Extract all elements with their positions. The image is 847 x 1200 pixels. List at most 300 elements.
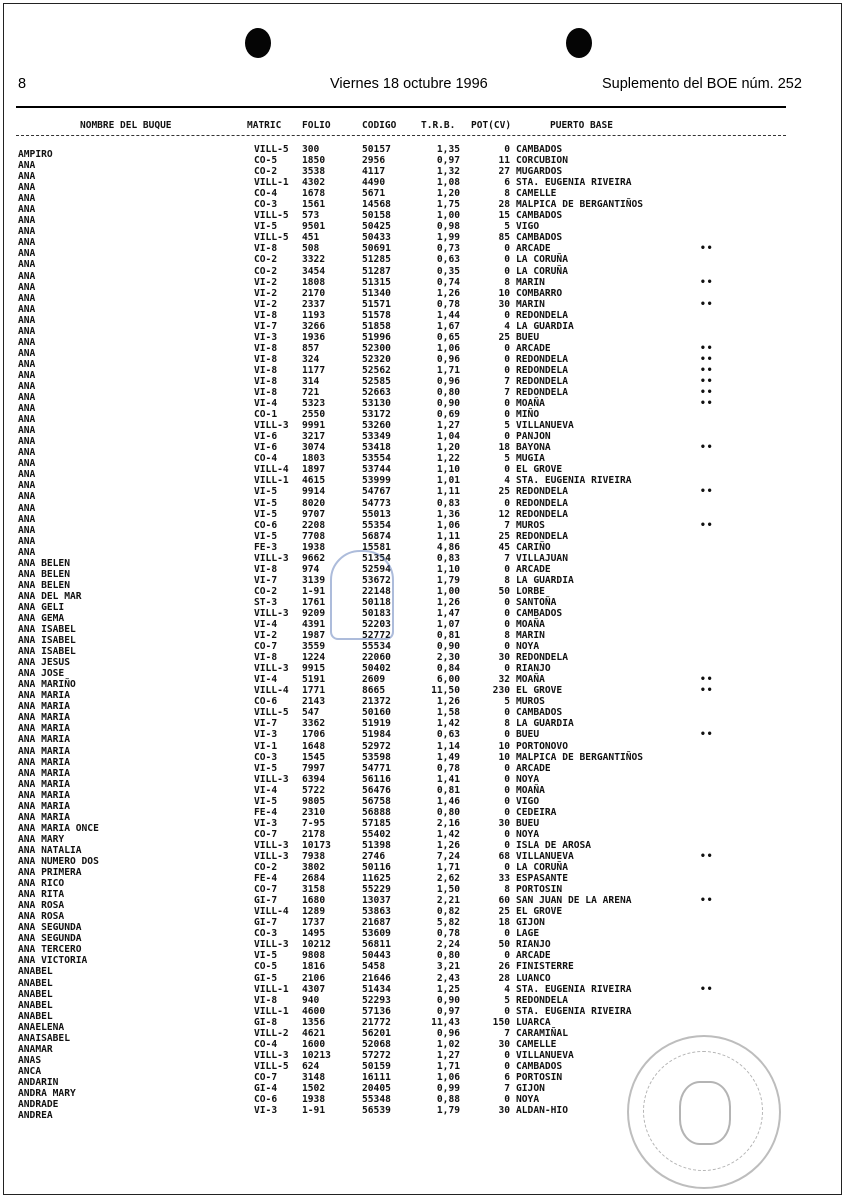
pot-cell: 32: [498, 674, 510, 686]
matric-cell: GI-7: [254, 917, 278, 929]
codigo-cell: 50402: [362, 663, 391, 675]
codigo-cell: 50425: [362, 221, 391, 233]
puerto-base-cell: CAMBADOS: [516, 607, 563, 619]
issue-date: Viernes 18 octubre 1996: [330, 76, 488, 92]
puerto-base-cell: VILLANUEVA: [516, 420, 574, 432]
pot-cell: 0: [504, 773, 510, 785]
codigo-cell: 11625: [362, 873, 391, 885]
folio-cell: 624: [302, 1060, 320, 1072]
folio-cell: 2143: [302, 696, 326, 708]
puerto-base-cell: ISLA DE AROSA: [516, 839, 592, 851]
puerto-base-cell: RIANJO: [516, 939, 551, 951]
codigo-cell: 55354: [362, 519, 391, 531]
archive-stamp: [627, 1035, 781, 1189]
trb-cell: 7,24: [436, 851, 460, 862]
puerto-base-cell: MOAÑA: [516, 619, 545, 631]
folio-cell: 2106: [302, 972, 326, 984]
codigo-cell: 21646: [362, 972, 391, 984]
pot-cell: 6: [504, 1071, 510, 1083]
pot-cell: 0: [504, 762, 510, 774]
row-mark: ••: [700, 398, 714, 410]
puerto-base-cell: CARIÑO: [516, 541, 551, 553]
codigo-cell: 53130: [362, 398, 391, 410]
pot-cell: 230: [492, 685, 510, 697]
vessel-name: ANA ISABEL: [18, 635, 76, 647]
matric-cell: VI-2: [254, 298, 278, 310]
folio-cell: 721: [302, 387, 320, 399]
table-row: [0, 144, 847, 160]
row-mark: ••: [700, 353, 714, 365]
puerto-base-cell: ARCADE: [516, 563, 551, 575]
vessel-name: ANA MARIA: [18, 745, 70, 757]
pot-cell: 28: [498, 972, 510, 984]
matric-cell: VILL-3: [254, 420, 289, 432]
vessel-name: ANA SEGUNDA: [18, 933, 82, 945]
vessel-name: ANA BELEN: [18, 568, 70, 580]
trb-cell: 0,84: [436, 663, 460, 675]
trb-cell: 0,73: [436, 243, 460, 255]
matric-cell: FE-4: [254, 806, 278, 818]
folio-cell: 1-91: [302, 585, 326, 597]
codigo-cell: 55013: [362, 508, 391, 520]
puerto-base-cell: CARAMIÑAL: [516, 1027, 568, 1039]
codigo-cell: 57272: [362, 1049, 391, 1061]
puerto-base-cell: ESPASANTE: [516, 873, 568, 885]
trb-cell: 1,46: [436, 795, 460, 807]
matric-cell: VI-8: [254, 243, 278, 255]
pot-cell: 4: [504, 475, 510, 487]
puerto-base-cell: REDONDELA: [516, 309, 568, 321]
watermark-logo: [330, 550, 510, 640]
folio-cell: 573: [302, 210, 320, 222]
folio-cell: 2684: [302, 873, 326, 885]
folio-cell: 3074: [302, 442, 326, 454]
vessel-name: ANDRADE: [18, 1099, 59, 1111]
pot-cell: 7: [504, 519, 510, 531]
vessel-name: ANA: [18, 226, 36, 238]
trb-cell: 1,26: [436, 596, 460, 608]
puerto-base-cell: MUROS: [516, 696, 545, 708]
trb-cell: 0,90: [436, 398, 460, 410]
puerto-base-cell: STA. EUGENIA RIVEIRA: [516, 475, 632, 487]
vessel-name: ANA: [18, 392, 36, 404]
puerto-base-cell: MALPICA DE BERGANTIÑOS: [516, 199, 644, 211]
trb-cell: 1,32: [436, 166, 460, 178]
matric-cell: VILL-1: [254, 475, 289, 487]
folio-cell: 508: [302, 243, 320, 255]
vessel-name: ANABEL: [18, 966, 53, 978]
folio-cell: 4615: [302, 475, 326, 487]
matric-cell: CO-7: [254, 641, 278, 653]
anchor-icon: [330, 550, 394, 640]
matric-cell: CO-5: [254, 961, 278, 973]
folio-cell: 547: [302, 707, 320, 719]
matric-cell: VI-5: [254, 530, 278, 542]
trb-cell: 1,75: [436, 199, 460, 211]
matric-cell: GI-5: [254, 972, 278, 984]
vessel-name: ANA: [18, 414, 36, 426]
trb-cell: 6,00: [436, 674, 460, 686]
matric-cell: VILL-5: [254, 232, 289, 244]
col-trb-header: T.R.B.: [421, 120, 456, 131]
folio-cell: 6394: [302, 773, 326, 785]
codigo-cell: 57136: [362, 1005, 391, 1017]
puerto-base-cell: LA CORUÑA: [516, 254, 568, 266]
trb-cell: 1,41: [436, 773, 460, 785]
pot-cell: 15: [498, 210, 510, 222]
trb-cell: 1,00: [436, 210, 460, 222]
trb-cell: 1,06: [436, 342, 460, 354]
folio-cell: 1737: [302, 917, 326, 929]
matric-cell: VILL-3: [254, 851, 289, 862]
matric-cell: VI-7: [254, 718, 278, 730]
matric-cell: VI-8: [254, 364, 278, 376]
codigo-cell: 56476: [362, 784, 391, 796]
pot-cell: 4: [504, 983, 510, 995]
puerto-base-cell: CAMBADOS: [516, 144, 563, 155]
codigo-cell: 50158: [362, 210, 391, 222]
codigo-cell: 55348: [362, 1094, 391, 1106]
trb-cell: 0,83: [436, 552, 460, 564]
puerto-base-cell: GIJON: [516, 1082, 545, 1094]
vessel-name: ANA: [18, 380, 36, 392]
folio-cell: 4621: [302, 1027, 326, 1039]
matric-cell: VI-5: [254, 950, 278, 962]
row-mark: ••: [700, 243, 714, 255]
matric-cell: VI-8: [254, 563, 278, 575]
vessel-name: ANA: [18, 281, 36, 293]
matric-cell: CO-2: [254, 862, 278, 874]
folio-cell: 324: [302, 353, 320, 365]
pot-cell: 0: [504, 862, 510, 874]
matric-cell: CO-2: [254, 166, 278, 178]
puerto-base-cell: REDONDELA: [516, 353, 568, 365]
vessel-name: ANA: [18, 303, 36, 315]
codigo-cell: 51578: [362, 309, 391, 321]
matric-cell: VI-2: [254, 276, 278, 288]
codigo-cell: 13037: [362, 895, 391, 907]
puerto-base-cell: MALPICA DE BERGANTIÑOS: [516, 751, 644, 763]
codigo-cell: 52772: [362, 630, 391, 642]
folio-cell: 9808: [302, 950, 326, 962]
trb-cell: 0,65: [436, 331, 460, 343]
codigo-cell: 51398: [362, 839, 391, 851]
folio-cell: 9209: [302, 607, 326, 619]
trb-cell: 4,86: [436, 541, 460, 553]
pot-cell: 0: [504, 641, 510, 653]
trb-cell: 0,80: [436, 806, 460, 818]
row-mark: ••: [700, 729, 714, 741]
codigo-cell: 52972: [362, 740, 391, 752]
codigo-cell: 53172: [362, 409, 391, 421]
pot-cell: 8: [504, 574, 510, 586]
folio-cell: 5191: [302, 674, 326, 686]
codigo-cell: 4117: [362, 166, 386, 178]
vessel-name: ANA ISABEL: [18, 624, 76, 636]
trb-cell: 0,96: [436, 1027, 460, 1039]
pot-cell: 0: [504, 607, 510, 619]
pot-cell: 27: [498, 166, 510, 178]
folio-cell: 974: [302, 563, 320, 575]
codigo-cell: 51340: [362, 287, 391, 299]
folio-cell: 3158: [302, 884, 326, 896]
codigo-cell: 21772: [362, 1016, 391, 1028]
pot-cell: 150: [492, 1016, 510, 1028]
pot-cell: 25: [498, 331, 510, 343]
trb-cell: 11,43: [431, 1016, 460, 1028]
puerto-base-cell: NOYA: [516, 641, 540, 653]
vessel-name: ANA RICO: [18, 878, 65, 890]
trb-cell: 0,81: [436, 784, 460, 796]
vessel-name: ANA TERCERO: [18, 944, 82, 956]
matric-cell: VI-8: [254, 994, 278, 1006]
codigo-cell: 53744: [362, 464, 391, 476]
trb-cell: 1,47: [436, 607, 460, 619]
vessel-name: ANA: [18, 336, 36, 348]
codigo-cell: 52068: [362, 1038, 391, 1050]
puerto-base-cell: LA CORUÑA: [516, 265, 568, 277]
vessel-name: ANA SEGUNDA: [18, 922, 82, 934]
puerto-base-cell: CORCUBION: [516, 155, 568, 167]
row-mark: ••: [700, 685, 714, 697]
codigo-cell: 21687: [362, 917, 391, 929]
pot-cell: 50: [498, 939, 510, 951]
matric-cell: VILL-2: [254, 1027, 289, 1039]
puerto-base-cell: LA GUARDIA: [516, 718, 574, 730]
column-header-divider: [16, 135, 786, 136]
matric-cell: VILL-3: [254, 663, 289, 675]
matric-cell: CO-7: [254, 828, 278, 840]
trb-cell: 1,04: [436, 431, 460, 443]
puerto-base-cell: STA. EUGENIA RIVEIRA: [516, 177, 632, 189]
trb-cell: 0,82: [436, 906, 460, 918]
puerto-base-cell: CAMBADOS: [516, 1060, 563, 1072]
pot-cell: 8: [504, 718, 510, 730]
folio-cell: 3217: [302, 431, 326, 443]
folio-cell: 1-91: [302, 1105, 326, 1117]
trb-cell: 0,97: [436, 1005, 460, 1017]
vessel-name: ANABEL: [18, 988, 53, 1000]
folio-cell: 2337: [302, 298, 326, 310]
vessel-name: ANA: [18, 347, 36, 359]
codigo-cell: 53598: [362, 751, 391, 763]
row-mark: ••: [700, 674, 714, 686]
codigo-cell: 2956: [362, 155, 386, 167]
codigo-cell: 55402: [362, 828, 391, 840]
vessel-name: ANA NATALIA: [18, 844, 82, 856]
vessel-name: ANA BELEN: [18, 557, 70, 569]
trb-cell: 1,79: [436, 574, 460, 586]
vessel-name: ANA ISABEL: [18, 646, 76, 658]
folio-cell: 3362: [302, 718, 326, 730]
col-codigo-header: CODIGO: [362, 120, 397, 131]
vessel-name: ANA: [18, 425, 36, 437]
codigo-cell: 54771: [362, 762, 391, 774]
folio-cell: 9991: [302, 420, 326, 432]
pot-cell: 5: [504, 696, 510, 708]
trb-cell: 1,67: [436, 320, 460, 332]
pot-cell: 0: [504, 342, 510, 354]
codigo-cell: 52562: [362, 364, 391, 376]
vessel-name: ANA: [18, 171, 36, 183]
codigo-cell: 54767: [362, 486, 391, 498]
pot-cell: 7: [504, 552, 510, 564]
vessel-name: ANAMAR: [18, 1043, 53, 1055]
folio-cell: 1289: [302, 906, 326, 918]
trb-cell: 0,83: [436, 497, 460, 509]
trb-cell: 0,90: [436, 994, 460, 1006]
puerto-base-cell: CAMELLE: [516, 188, 557, 200]
puerto-base-cell: RIANJO: [516, 663, 551, 675]
folio-cell: 1224: [302, 652, 326, 664]
trb-cell: 11,50: [431, 685, 460, 697]
vessel-name: ANA: [18, 513, 36, 525]
codigo-cell: 52300: [362, 342, 391, 354]
puerto-base-cell: VIGO: [516, 795, 540, 807]
folio-cell: 3454: [302, 265, 326, 277]
puerto-base-cell: SANTOÑA: [516, 596, 557, 608]
puerto-base-cell: VIGO: [516, 221, 540, 233]
codigo-cell: 56201: [362, 1027, 391, 1039]
vessel-name: ANA: [18, 546, 36, 558]
vessel-name: ANABEL: [18, 999, 53, 1011]
pot-cell: 33: [498, 873, 510, 885]
matric-cell: VI-5: [254, 762, 278, 774]
matric-cell: VI-7: [254, 574, 278, 586]
col-pot-header: POT(CV): [471, 120, 512, 131]
puerto-base-cell: EL GROVE: [516, 685, 563, 697]
vessel-name: ANA: [18, 237, 36, 249]
vessel-name: ANA: [18, 403, 36, 415]
trb-cell: 0,74: [436, 276, 460, 288]
matric-cell: VI-2: [254, 630, 278, 642]
puerto-base-cell: BUEU: [516, 331, 540, 343]
puerto-base-cell: BAYONA: [516, 442, 551, 454]
matric-cell: VI-4: [254, 784, 278, 796]
puerto-base-cell: REDONDELA: [516, 375, 568, 387]
puerto-base-cell: REDONDELA: [516, 530, 568, 542]
vessel-name: ANA GELI: [18, 601, 65, 613]
pot-cell: 0: [504, 1049, 510, 1061]
puerto-base-cell: REDONDELA: [516, 387, 568, 399]
trb-cell: 0,81: [436, 630, 460, 642]
pot-cell: 5: [504, 453, 510, 465]
folio-cell: 3266: [302, 320, 326, 332]
vessel-name: ANDREA: [18, 1110, 53, 1122]
trb-cell: 1,02: [436, 1038, 460, 1050]
folio-cell: 1680: [302, 895, 326, 907]
folio-cell: 1808: [302, 276, 326, 288]
puerto-base-cell: MOAÑA: [516, 398, 545, 410]
pot-cell: 8: [504, 276, 510, 288]
puerto-base-cell: COMBARRO: [516, 287, 563, 299]
pot-cell: 0: [504, 497, 510, 509]
codigo-cell: 53999: [362, 475, 391, 487]
folio-cell: 1193: [302, 309, 326, 321]
pot-cell: 26: [498, 961, 510, 973]
matric-cell: VILL-3: [254, 939, 289, 951]
puerto-base-cell: BUEU: [516, 729, 540, 741]
puerto-base-cell: MUGARDOS: [516, 166, 563, 178]
pot-cell: 28: [498, 199, 510, 211]
puerto-base-cell: MOAÑA: [516, 784, 545, 796]
vessel-name: ANA DEL MAR: [18, 590, 82, 602]
puerto-base-cell: MUROS: [516, 519, 545, 531]
folio-cell: 1938: [302, 541, 326, 553]
matric-cell: CO-4: [254, 453, 278, 465]
matric-cell: VI-8: [254, 387, 278, 399]
codigo-cell: 53260: [362, 420, 391, 432]
pot-cell: 8: [504, 884, 510, 896]
trb-cell: 1,06: [436, 519, 460, 531]
codigo-cell: 4490: [362, 177, 386, 189]
codigo-cell: 55534: [362, 641, 391, 653]
puerto-base-cell: VILLANUEVA: [516, 1049, 574, 1061]
trb-cell: 1,35: [436, 144, 460, 155]
trb-cell: 1,27: [436, 1049, 460, 1061]
matric-cell: VI-4: [254, 398, 278, 410]
matric-cell: VI-8: [254, 353, 278, 365]
trb-cell: 0,88: [436, 1094, 460, 1106]
matric-cell: CO-2: [254, 585, 278, 597]
matric-cell: VI-2: [254, 287, 278, 299]
matric-cell: CO-7: [254, 884, 278, 896]
vessel-name: ANA MARIA: [18, 701, 70, 713]
vessel-name: ANA BELEN: [18, 579, 70, 591]
pot-cell: 7: [504, 1082, 510, 1094]
codigo-cell: 14568: [362, 199, 391, 211]
puerto-base-cell: CEDEIRA: [516, 806, 557, 818]
codigo-cell: 53554: [362, 453, 391, 465]
folio-cell: 9707: [302, 508, 326, 520]
pot-cell: 30: [498, 1038, 510, 1050]
puerto-base-cell: EL GROVE: [516, 464, 563, 476]
matric-cell: VI-5: [254, 508, 278, 520]
puerto-base-cell: ALDAN-HIO: [516, 1105, 568, 1117]
matric-cell: VILL-1: [254, 177, 289, 189]
codigo-cell: 15581: [362, 541, 391, 553]
codigo-cell: 56811: [362, 939, 391, 951]
folio-cell: 1761: [302, 596, 326, 608]
folio-cell: 451: [302, 232, 320, 244]
vessel-name: ANA: [18, 204, 36, 216]
trb-cell: 0,97: [436, 155, 460, 167]
codigo-cell: 52203: [362, 619, 391, 631]
pot-cell: 0: [504, 265, 510, 277]
trb-cell: 5,82: [436, 917, 460, 929]
trb-cell: 2,16: [436, 817, 460, 829]
pot-cell: 30: [498, 1105, 510, 1117]
matric-cell: CO-3: [254, 751, 278, 763]
codigo-cell: 57185: [362, 817, 391, 829]
matric-cell: CO-6: [254, 1094, 278, 1106]
vessel-name: ANA: [18, 248, 36, 260]
puerto-base-cell: REDONDELA: [516, 497, 568, 509]
folio-cell: 1177: [302, 364, 326, 376]
codigo-cell: 2746: [362, 851, 386, 862]
pot-cell: 12: [498, 508, 510, 520]
pot-cell: 0: [504, 353, 510, 365]
pot-cell: 0: [504, 243, 510, 255]
pot-cell: 0: [504, 784, 510, 796]
trb-cell: 1,20: [436, 188, 460, 200]
folio-cell: 4302: [302, 177, 326, 189]
folio-cell: 1502: [302, 1082, 326, 1094]
puerto-base-cell: LORBE: [516, 585, 545, 597]
codigo-cell: 53609: [362, 928, 391, 940]
codigo-cell: 5458: [362, 961, 386, 973]
vessel-name: ANA VICTORIA: [18, 955, 88, 967]
